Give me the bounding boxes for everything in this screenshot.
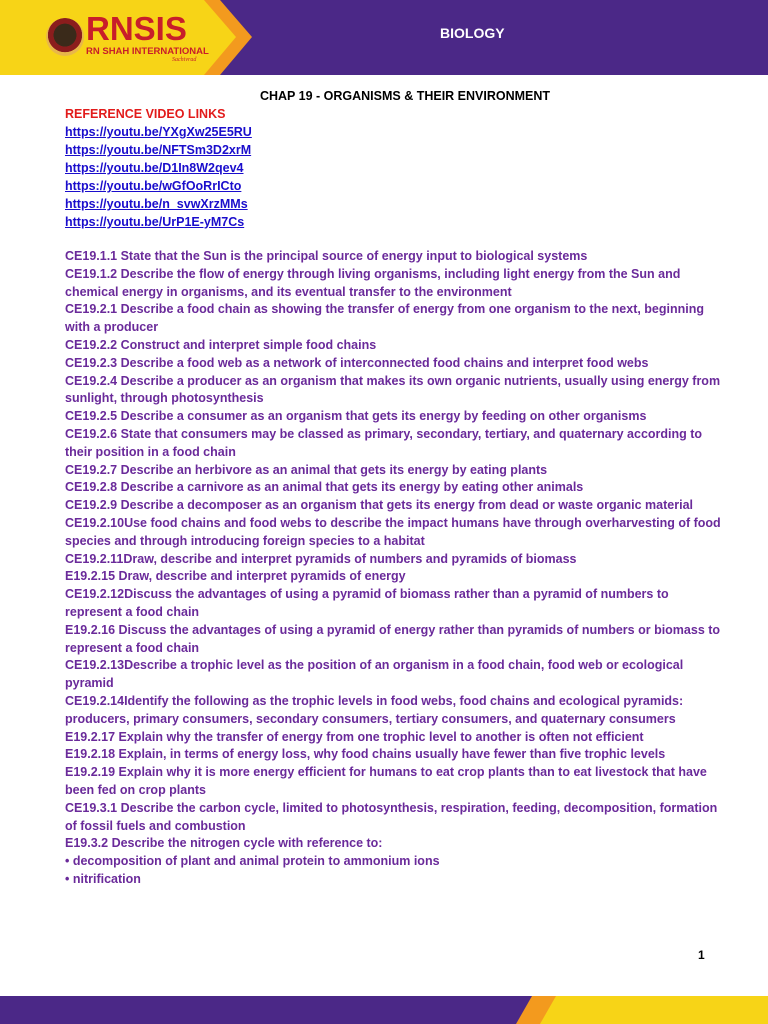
footer-bar bbox=[0, 996, 768, 1024]
logo-text: RNSIS bbox=[86, 10, 187, 47]
video-link[interactable]: https://youtu.be/YXgXw25E5RU bbox=[65, 125, 252, 139]
logo-subtitle: RN SHAH INTERNATIONAL bbox=[86, 46, 209, 57]
objective-item: CE19.2.8 Describe a carnivore as an animal that gets its energy by eating other animals bbox=[65, 480, 584, 495]
video-link[interactable]: https://youtu.be/D1In8W2qev4 bbox=[65, 161, 244, 175]
objective-item: CE19.1.2 Describe the flow of energy through living organisms, including light energy from the Sun and chemical energy in organisms, and its eventual transfer to the environment bbox=[65, 266, 681, 299]
objective-item: CE19.2.10Use food chains and food webs to describe the impact humans have through overharvesting of food species and through introducing foreign species to a habitat bbox=[65, 515, 721, 548]
objectives-list bbox=[65, 248, 725, 889]
objective-item: E19.2.18 Explain, in terms of energy loss, why food chains usually have fewer than five trophic levels bbox=[65, 747, 666, 762]
objective-bullet: • decomposition of plant and animal protein to ammonium ions bbox=[65, 854, 440, 869]
footer-yellow-band bbox=[540, 996, 768, 1024]
objective-item: E19.2.15 Draw, describe and interpret pyramids of energy bbox=[65, 569, 406, 584]
reference-links-heading: REFERENCE VIDEO LINKS bbox=[65, 107, 226, 121]
video-link[interactable]: https://youtu.be/wGfOoRrICto bbox=[65, 179, 242, 193]
objective-item: CE19.2.13Describe a trophic level as the position of an organism in a food chain, food web or ecological pyramid bbox=[65, 658, 684, 691]
objective-item: CE19.2.2 Construct and interpret simple food chains bbox=[65, 337, 377, 352]
objective-item: CE19.2.11Draw, describe and interpret pyramids of numbers and pyramids of biomass bbox=[65, 551, 577, 566]
header-banner bbox=[0, 0, 768, 75]
objective-item: CE19.3.1 Describe the carbon cycle, limited to photosynthesis, respiration, feeding, decomposition, formation of fossil fuels and combustion bbox=[65, 800, 718, 833]
page-number: 1 bbox=[698, 948, 705, 962]
objective-item: CE19.2.12Discuss the advantages of using a pyramid of biomass rather than a pyramid of numbers to represent a food chain bbox=[65, 587, 669, 619]
video-link[interactable]: https://youtu.be/n_svwXrzMMs bbox=[65, 197, 248, 211]
video-link[interactable]: https://youtu.be/UrP1E-yM7Cs bbox=[65, 215, 245, 229]
objective-item: E19.2.17 Explain why the transfer of energy from one trophic level to another is often not efficient bbox=[65, 729, 644, 744]
reference-links-list bbox=[65, 123, 725, 231]
objective-bullet: • nitrification bbox=[65, 871, 141, 886]
chapter-title: CHAP 19 - ORGANISMS & THEIR ENVIRONMENT bbox=[259, 89, 551, 103]
objective-item: CE19.2.4 Describe a producer as an organism that makes its own organic nutrients, usually using energy from sunlight, through photosynthesis bbox=[65, 373, 721, 406]
objective-item: E19.2.16 Discuss the advantages of using a pyramid of energy rather than pyramids of numbers or biomass to represent a food chain bbox=[65, 622, 721, 655]
spacer bbox=[65, 231, 725, 248]
objective-item: CE19.2.7 Describe an herbivore as an animal that gets its energy by eating plants bbox=[65, 462, 548, 477]
logo-emblem-icon bbox=[46, 18, 84, 56]
objective-item: CE19.2.1 Describe a food chain as showing the transfer of energy from one organism to the next, beginning with a producer bbox=[65, 302, 705, 335]
objective-item: CE19.2.14Identify the following as the trophic levels in food webs, food chains and ecological pyramids: producers, primary consumers, secondary consumers, tertiary consumers, and quaternary consumers bbox=[65, 693, 684, 726]
objective-item: CE19.2.5 Describe a consumer as an organism that gets its energy by feeding on other organisms bbox=[65, 409, 647, 424]
document-body bbox=[65, 88, 725, 889]
video-link[interactable]: https://youtu.be/NFTSm3D2xrM bbox=[65, 143, 252, 157]
objective-item: CE19.2.6 State that consumers may be classed as primary, secondary, tertiary, and quaternary according to their position in a food chain bbox=[65, 426, 703, 459]
objective-item: CE19.1.1 State that the Sun is the principal source of energy input to biological systems bbox=[65, 249, 588, 263]
school-logo bbox=[44, 10, 214, 62]
objective-item: CE19.2.9 Describe a decomposer as an organism that gets its energy from dead or waste organic material bbox=[65, 498, 694, 513]
objective-item: E19.2.19 Explain why it is more energy efficient for humans to eat crop plants than to eat livestock that have been fed on crop plants bbox=[65, 765, 707, 797]
objective-item: E19.3.2 Describe the nitrogen cycle with reference to: bbox=[65, 836, 383, 851]
subject-title: BIOLOGY bbox=[440, 25, 505, 41]
objective-item: CE19.2.3 Describe a food web as a network of interconnected food chains and interpret food webs bbox=[65, 355, 649, 370]
logo-signature: Sachivrad bbox=[172, 57, 197, 63]
